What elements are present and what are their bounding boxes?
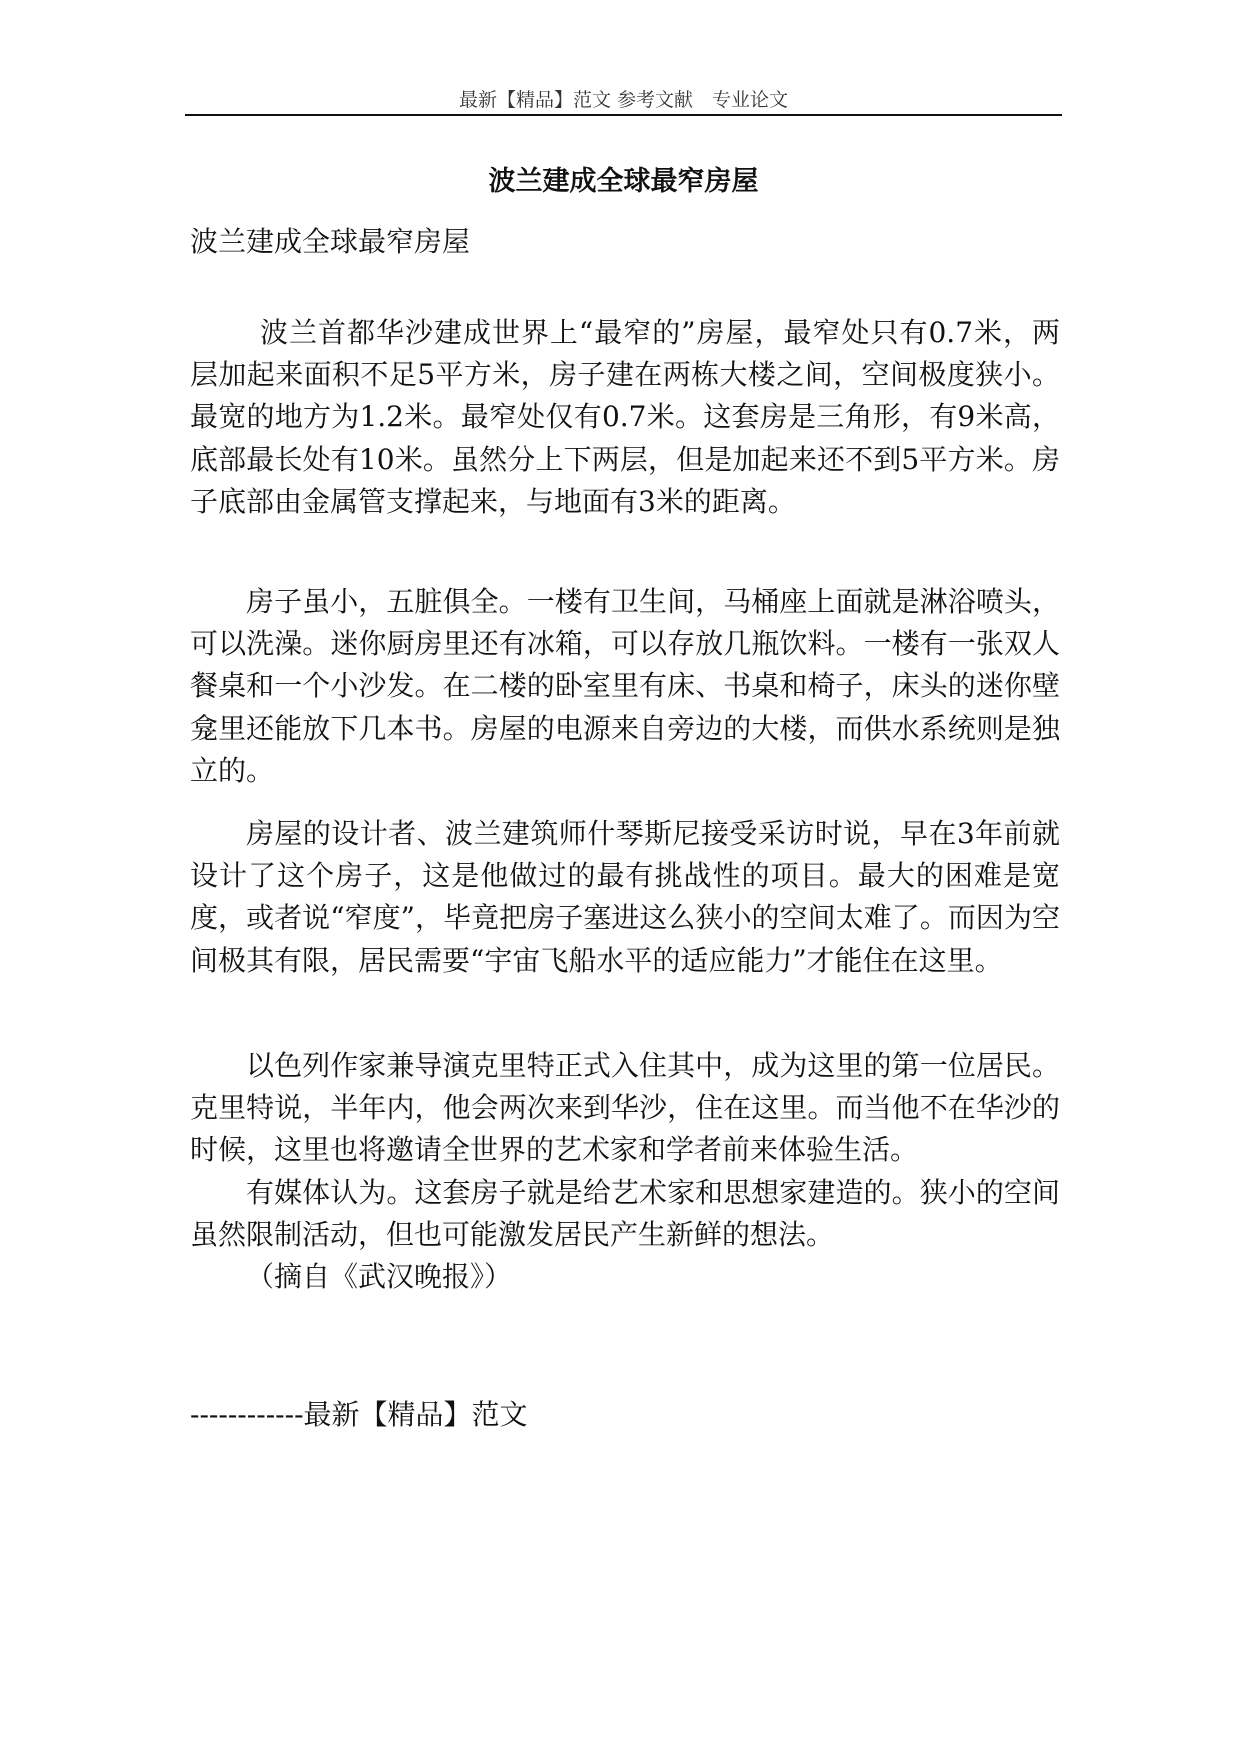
document-title: 波兰建成全球最窄房屋 — [488, 166, 759, 197]
paragraph-3: 房屋的设计者、波兰建筑师什琴斯尼接受采访时说，早在3年前就设计了这个房子，这是他做过的最有挑战性的项目。最大的困难是宽度，或者说“窄度”，毕竟把房子塞进这么狭小的空间太难了。而因为空间极其有限，居民需要“宇宙飞船水平的适应能力”才能住在这里。 — [190, 817, 1060, 977]
source-citation: （摘自《武汉晚报》） — [246, 1260, 513, 1293]
header-divider — [185, 114, 1062, 116]
paragraph-4: 以色列作家兼导演克里特正式入住其中，成为这里的第一位居民。克里特说，半年内，他会两次来到华沙，住在这里。而当他不在华沙的时候，这里也将邀请全世界的艺术家和学者前来体验生活。 — [190, 1049, 1060, 1167]
document-subtitle: 波兰建成全球最窄房屋 — [190, 225, 471, 258]
page-footer: ------------最新【精品】范文 — [190, 1398, 528, 1431]
page-header: 最新【精品】范文 参考文献 专业论文 — [458, 89, 789, 111]
paragraph-1: 波兰首都华沙建成世界上“最窄的”房屋，最窄处只有0.7米，两层加起来面积不足5平方米，房子建在两栋大楼之间，空间极度狭小。最宽的地方为1.2米。最窄处仅有0.7米。这套房是三角形，有9米高，底部最长处有10米。虽然分上下两层，但是加起来还不到5平方米。房子底部由金属管支撑起来，与地面有3米的距离。 — [190, 316, 1060, 518]
paragraph-2: 房子虽小，五脏俱全。一楼有卫生间，马桶座上面就是淋浴喷头，可以洗澡。迷你厨房里还有冰箱，可以存放几瓶饮料。一楼有一张双人餐桌和一个小沙发。在二楼的卧室里有床、书桌和椅子，床头的迷你壁龛里还能放下几本书。房屋的电源来自旁边的大楼，而供水系统则是独立的。 — [190, 585, 1060, 787]
paragraph-5: 有媒体认为。这套房子就是给艺术家和思想家建造的。狭小的空间虽然限制活动，但也可能激发居民产生新鲜的想法。 — [190, 1176, 1060, 1252]
